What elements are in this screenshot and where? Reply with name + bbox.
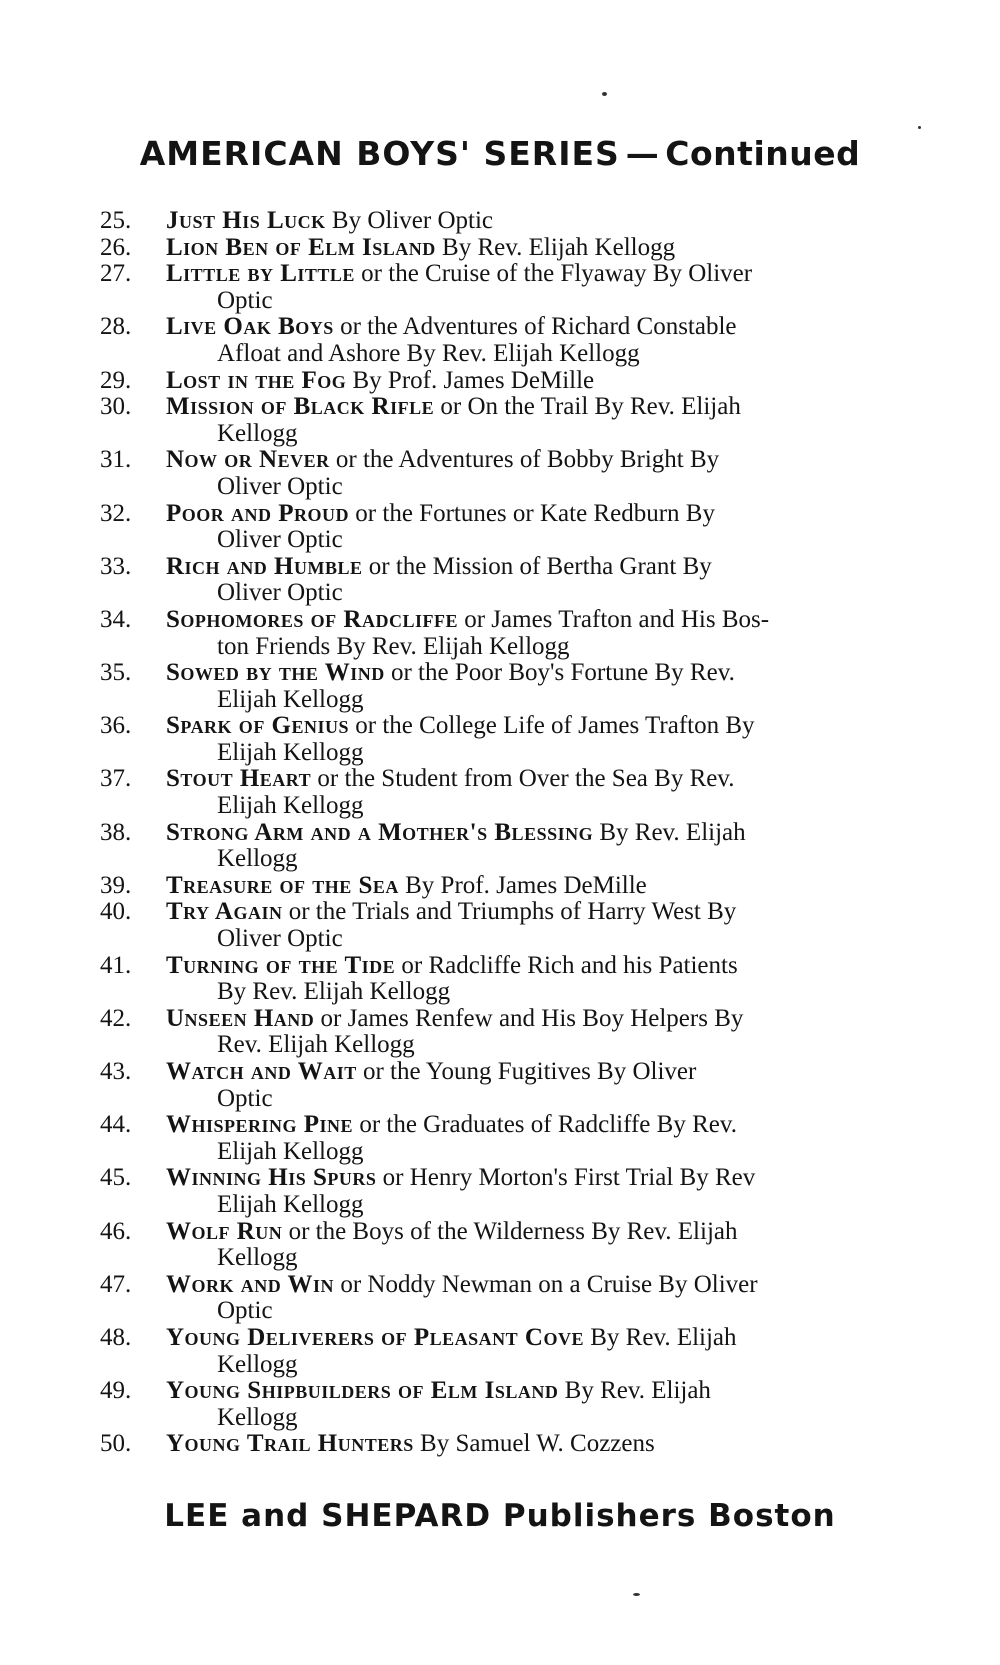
book-subtitle-author: or the Fortunes or Kate Redburn By: [355, 499, 715, 527]
entry-number: 34.: [100, 605, 132, 633]
book-subtitle-author: By Rev. Elijah: [590, 1323, 737, 1351]
entry-number: 45.: [100, 1164, 132, 1192]
entry-number: 36.: [100, 712, 132, 740]
entry-number: 48.: [100, 1323, 132, 1351]
entry-number: 43.: [100, 1058, 132, 1085]
entry-continuation: Elijah Kellogg: [217, 792, 364, 820]
book-subtitle-author: By Rev. Elijah Kellogg: [442, 233, 676, 261]
entry-number: 25.: [100, 207, 132, 234]
book-title: Young Deliverers of Pleasant Cove: [166, 1323, 584, 1351]
book-subtitle-author: or the Adventures of Bobby Bright By: [335, 446, 720, 474]
book-subtitle-author: By Rev. Elijah: [564, 1377, 711, 1405]
book-title: Treasure of the Sea: [166, 871, 399, 899]
publisher-footer: LEE and SHEPARD Publishers Boston: [164, 1498, 836, 1534]
book-title: Winning His Spurs: [166, 1164, 377, 1192]
list-item: [100, 1272, 916, 1325]
entry-continuation: Oliver Optic: [217, 925, 343, 953]
book-subtitle-author: or the College Life of James Trafton By: [355, 712, 755, 740]
list-item: [100, 394, 916, 447]
entry-number: 37.: [100, 765, 132, 793]
list-item: [100, 660, 916, 713]
book-subtitle-author: or the Poor Boy's Fortune By Rev.: [390, 659, 735, 687]
entry-first-line: [166, 607, 916, 634]
book-title: Watch and Wait: [166, 1058, 357, 1085]
entry-continuation: Kellogg: [217, 419, 298, 447]
entry-continuation: Afloat and Ashore By Rev. Elijah Kellogg: [217, 339, 640, 367]
entry-first-line: [166, 1378, 916, 1405]
entry-first-line: [166, 953, 916, 980]
book-subtitle-author: or James Trafton and His Bos-: [464, 605, 770, 633]
list-item: [100, 1165, 916, 1218]
book-title: Young Trail Hunters: [166, 1430, 414, 1458]
book-title: Live Oak Boys: [166, 313, 334, 341]
list-item: [100, 766, 916, 819]
entry-first-line: [166, 766, 916, 793]
entry-number: 42.: [100, 1004, 132, 1032]
list-item: [100, 1378, 916, 1431]
list-item: [100, 873, 916, 900]
book-title: Little by Little: [166, 260, 355, 288]
entry-number: 40.: [100, 898, 132, 926]
entry-first-line: [166, 660, 916, 687]
entry-first-line: [166, 1272, 916, 1299]
list-item: [100, 820, 916, 873]
book-subtitle-author: By Oliver Optic: [331, 207, 493, 234]
list-item: [100, 1325, 916, 1378]
entry-number: 39.: [100, 871, 132, 899]
entry-number: 29.: [100, 366, 132, 394]
print-speck: [918, 126, 921, 129]
entry-continuation: Rev. Elijah Kellogg: [217, 1031, 415, 1059]
entry-first-line: [166, 314, 916, 341]
book-title: Now or Never: [166, 446, 330, 474]
entry-continuation: Kellogg: [217, 1350, 298, 1378]
book-subtitle-author: By Prof. James DeMille: [405, 871, 647, 899]
entry-number: 41.: [100, 951, 132, 979]
entry-first-line: [166, 394, 916, 421]
book-subtitle-author: or the Trials and Triumphs of Harry West By: [288, 898, 737, 926]
list-item: [100, 899, 916, 952]
book-title: Lion Ben of Elm Island: [166, 233, 436, 261]
entry-number: 28.: [100, 313, 132, 341]
entry-continuation: Elijah Kellogg: [217, 738, 364, 766]
entry-first-line: [166, 1059, 916, 1086]
entry-first-line: [166, 1006, 916, 1033]
list-item: [100, 1219, 916, 1272]
book-title: Unseen Hand: [166, 1004, 315, 1032]
entry-first-line: [166, 261, 916, 288]
book-title: Young Shipbuilders of Elm Island: [166, 1377, 559, 1405]
book-subtitle-author: or the Mission of Bertha Grant By: [368, 552, 712, 580]
entry-first-line: [166, 368, 916, 395]
book-title: Rich and Humble: [166, 552, 363, 580]
continued-label: Continued: [665, 134, 861, 173]
book-title: Lost in the Fog: [166, 366, 347, 394]
book-subtitle-author: or Noddy Newman on a Cruise By Oliver: [340, 1270, 758, 1298]
entry-number: 47.: [100, 1270, 132, 1298]
entry-continuation: Kellogg: [217, 1403, 298, 1431]
entry-continuation: Elijah Kellogg: [217, 1190, 364, 1218]
list-item: [100, 953, 916, 1006]
entry-first-line: [166, 1219, 916, 1246]
list-item: [100, 501, 916, 554]
book-subtitle-author: or the Adventures of Richard Constable: [340, 313, 737, 341]
book-subtitle-author: By Samuel W. Cozzens: [420, 1430, 655, 1458]
entry-first-line: [166, 1325, 916, 1352]
book-title: Whispering Pine: [166, 1111, 354, 1139]
entry-continuation: Elijah Kellogg: [217, 685, 364, 713]
entry-number: 35.: [100, 659, 132, 687]
entry-first-line: [166, 554, 916, 581]
heading-dash: —: [625, 134, 660, 173]
entry-number: 38.: [100, 818, 132, 846]
entry-number: 44.: [100, 1111, 132, 1139]
book-subtitle-author: By Prof. James DeMille: [352, 366, 595, 394]
list-item: [100, 607, 916, 660]
list-item: [100, 208, 916, 235]
entry-first-line: [166, 1165, 916, 1192]
book-subtitle-author: or the Student from Over the Sea By Rev.: [317, 765, 735, 793]
entry-first-line: [166, 447, 916, 474]
entry-number: 50.: [100, 1430, 132, 1458]
book-subtitle-author: or the Young Fugitives By Oliver: [362, 1058, 697, 1085]
list-item: [100, 261, 916, 314]
entry-number: 49.: [100, 1377, 132, 1405]
entry-continuation: Optic: [217, 1084, 273, 1112]
entry-continuation: Optic: [217, 286, 273, 314]
entry-continuation: Kellogg: [217, 845, 298, 873]
entry-number: 31.: [100, 446, 132, 474]
list-item: [100, 447, 916, 500]
book-subtitle-author: or the Cruise of the Flyaway By Oliver: [361, 260, 753, 288]
book-title: Work and Win: [166, 1270, 335, 1298]
entry-first-line: [166, 899, 916, 926]
book-title: Spark of Genius: [166, 712, 350, 740]
entry-number: 33.: [100, 552, 132, 580]
book-subtitle-author: or Henry Morton's First Trial By Rev: [382, 1164, 756, 1192]
book-title: Sophomores of Radcliffe: [166, 605, 458, 633]
list-item: [100, 1431, 916, 1458]
entry-continuation: Elijah Kellogg: [217, 1137, 364, 1165]
entry-number: 32.: [100, 499, 132, 527]
book-title: Turning of the Tide: [166, 951, 396, 979]
book-subtitle-author: By Rev. Elijah: [599, 818, 746, 846]
entry-first-line: [166, 235, 916, 262]
entry-first-line: [166, 208, 916, 235]
entry-number: 30.: [100, 393, 132, 421]
entry-first-line: [166, 820, 916, 847]
entry-number: 46.: [100, 1217, 132, 1245]
book-title: Mission of Black Rifle: [166, 393, 435, 421]
list-item: [100, 314, 916, 367]
book-list: [100, 208, 916, 1458]
book-subtitle-author: or James Renfew and His Boy Helpers By: [320, 1004, 744, 1032]
book-title: Stout Heart: [166, 765, 312, 793]
entry-continuation: By Rev. Elijah Kellogg: [217, 978, 451, 1006]
list-item: [100, 1006, 916, 1059]
book-subtitle-author: or the Boys of the Wilderness By Rev. Elijah: [288, 1217, 738, 1245]
entry-number: 26.: [100, 233, 132, 261]
book-title: Sowed by the Wind: [166, 659, 385, 687]
entry-continuation: Oliver Optic: [217, 526, 343, 554]
book-subtitle-author: or Radcliffe Rich and his Patients: [401, 951, 738, 979]
list-item: [100, 1112, 916, 1165]
entry-continuation: Optic: [217, 1297, 273, 1325]
entry-continuation: Oliver Optic: [217, 579, 343, 607]
book-title: Strong Arm and a Mother's Blessing: [166, 818, 594, 846]
book-title: Wolf Run: [166, 1217, 283, 1245]
list-item: [100, 235, 916, 262]
entry-first-line: [166, 1431, 916, 1458]
series-heading: [0, 134, 1000, 173]
print-speck: [633, 1593, 640, 1596]
entry-continuation: Kellogg: [217, 1244, 298, 1272]
entry-first-line: [166, 873, 916, 900]
entry-first-line: [166, 501, 916, 528]
entry-number: 27.: [100, 260, 132, 288]
list-item: [100, 554, 916, 607]
list-item: [100, 368, 916, 395]
print-speck: [602, 92, 607, 96]
entry-continuation: Oliver Optic: [217, 472, 343, 500]
entry-continuation: ton Friends By Rev. Elijah Kellogg: [217, 632, 570, 660]
series-title: AMERICAN BOYS' SERIES: [139, 134, 620, 173]
book-subtitle-author: or the Graduates of Radcliffe By Rev.: [359, 1111, 737, 1139]
entry-first-line: [166, 713, 916, 740]
entry-first-line: [166, 1112, 916, 1139]
book-title: Try Again: [166, 898, 283, 926]
book-subtitle-author: or On the Trail By Rev. Elijah: [440, 393, 741, 421]
book-title: Just His Luck: [166, 207, 326, 234]
book-title: Poor and Proud: [166, 499, 350, 527]
list-item: [100, 1059, 916, 1112]
list-item: [100, 713, 916, 766]
